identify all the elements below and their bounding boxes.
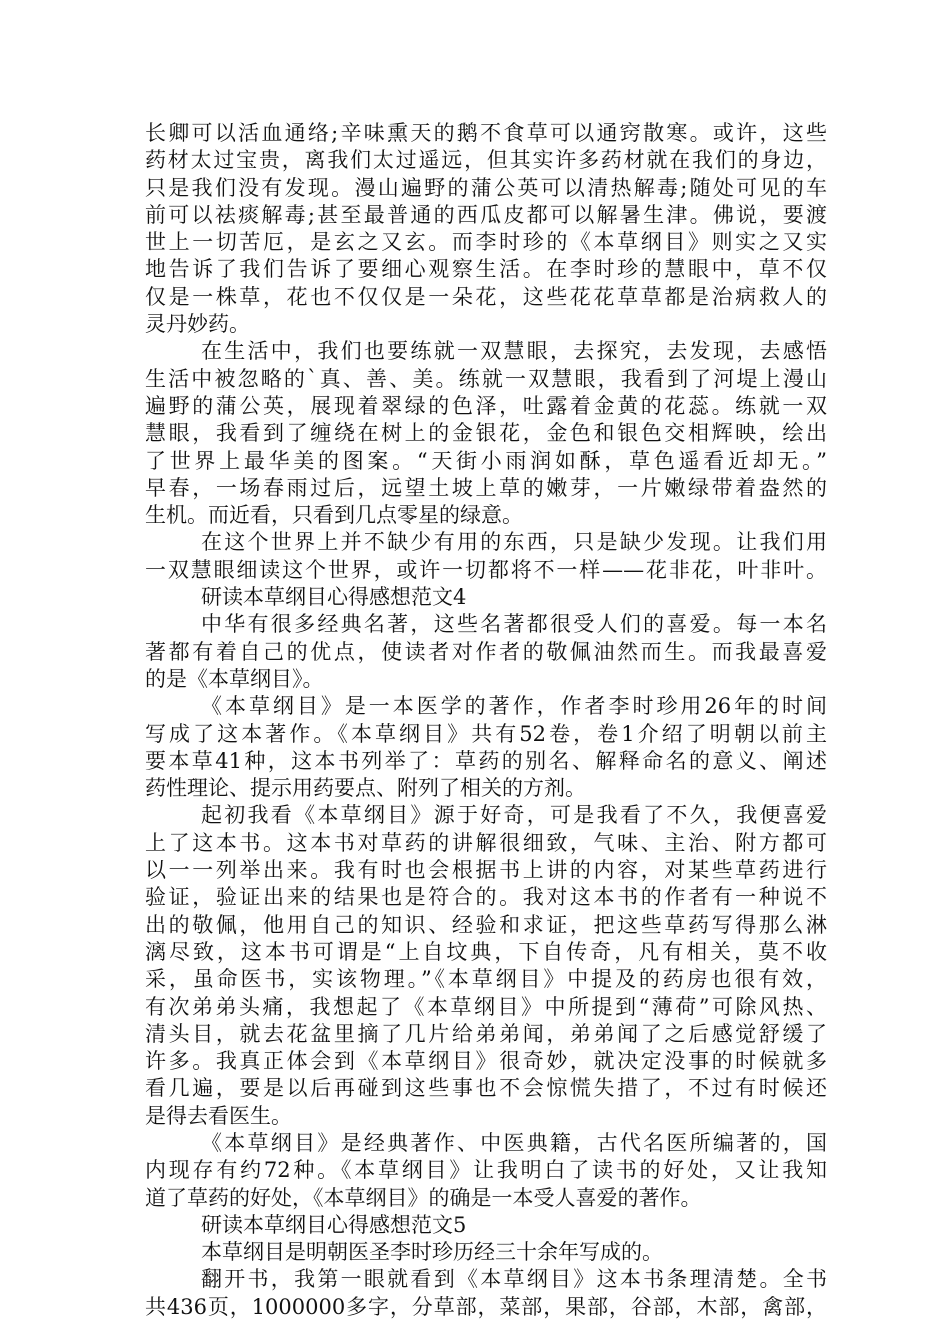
- text-line: 遍野的蒲公英，展现着翠绿的色泽，吐露着金黄的花蕊。练就一双: [145, 393, 827, 418]
- text-line: 上了这本书。这本书对草药的讲解很细致，气味、主治、附方都可: [145, 830, 827, 855]
- text-line: 以一一列举出来。我有时也会根据书上讲的内容，对某些草药进行: [145, 858, 827, 883]
- text-line: 内现存有约72种。《本草纲目》让我明白了读书的好处，又让我知: [145, 1158, 827, 1183]
- text-line: 世上一切苦厄，是玄之又玄。而李时珍的《本草纲目》则实之又实: [145, 230, 827, 255]
- text-line: 在这个世界上并不缺少有用的东西，只是缺少发现。让我们用: [201, 530, 827, 555]
- text-line: 灵丹妙药。: [145, 312, 250, 337]
- text-line: 早春，一场春雨过后，远望土坡上草的嫩芽，一片嫩绿带着盎然的: [145, 475, 827, 500]
- text-line: 要本草41种，这本书列举了：草药的别名、解释命名的意义、阐述: [145, 748, 827, 773]
- text-line: 研读本草纲目心得感想范文5: [201, 1212, 467, 1237]
- text-line: 《本草纲目》是经典著作、中医典籍，古代名医所编著的，国: [201, 1130, 827, 1155]
- document-body: [145, 120, 827, 1321]
- text-line: 清头目，就去花盆里摘了几片给弟弟闻，弟弟闻了之后感觉舒缓了: [145, 1021, 827, 1046]
- text-line: 生机。而近看，只看到几点零星的绿意。: [145, 503, 523, 528]
- text-line: 长卿可以活血通络;辛味熏天的鹅不食草可以通窍散寒。或许，这些: [145, 121, 827, 145]
- text-line: 药性理论、提示用药要点、附列了相关的方剂。: [145, 776, 586, 801]
- text-line: 著都有着自己的优点，使读者对作者的敬佩油然而生。而我最喜爱: [145, 639, 827, 664]
- text-line: 看几遍，要是以后再碰到这些事也不会惊慌失措了，不过有时候还: [145, 1076, 827, 1101]
- text-line: 采，虽命医书，实该物理。”《本草纲目》中提及的药房也很有效，: [145, 967, 827, 992]
- text-line: 漓尽致，这本书可谓是“上自坟典，下自传奇，凡有相关，莫不收: [145, 939, 827, 964]
- text-line: 许多。我真正体会到《本草纲目》很奇妙，就决定没事的时候就多: [145, 1049, 827, 1074]
- text-line: 地告诉了我们告诉了要细心观察生活。在李时珍的慧眼中，草不仅: [145, 257, 827, 282]
- text-line: 写成了这本著作。《本草纲目》共有52卷，卷1介绍了明朝以前主: [145, 721, 827, 746]
- text-line: 验证，验证出来的结果也是符合的。我对这本书的作者有一种说不: [145, 885, 827, 910]
- text-line: 共436页，1000000多字，分草部，菜部，果部，谷部，木部，禽部，: [145, 1294, 827, 1319]
- text-line: 《本草纲目》是一本医学的著作，作者李时珍用26年的时间: [201, 694, 827, 719]
- text-line: 了世界上最华美的图案。“天街小雨润如酥，草色遥看近却无。”: [145, 448, 827, 473]
- text-line: 出的敬佩，他用自己的知识、经验和求证，把这些草药写得那么淋: [145, 912, 827, 937]
- text-line: 一双慧眼细读这个世界，或许一切都将不一样——花非花，叶非叶。: [145, 557, 827, 582]
- text-line: 仅是一株草，花也不仅仅是一朵花，这些花花草草都是治病救人的: [145, 284, 827, 309]
- text-line: 的是《本草纲目》。: [145, 666, 324, 691]
- text-line: 只是我们没有发现。漫山遍野的蒲公英可以清热解毒;随处可见的车: [145, 175, 827, 200]
- text-line: 起初我看《本草纲目》源于好奇，可是我看了不久，我便喜爱: [201, 803, 827, 828]
- text-line: 有次弟弟头痛，我想起了《本草纲目》中所提到“薄荷”可除风热、: [145, 994, 827, 1019]
- text-line: 慧眼，我看到了缠绕在树上的金银花，金色和银色交相辉映，绘出: [145, 421, 827, 446]
- text-line: 在生活中，我们也要练就一双慧眼，去探究，去发现，去感悟: [201, 339, 827, 364]
- text-line: 道了草药的好处，《本草纲目》的确是一本受人喜爱的著作。: [145, 1185, 702, 1210]
- text-line: 翻开书，我第一眼就看到《本草纲目》这本书条理清楚。全书: [201, 1267, 827, 1292]
- text-line: 药材太过宝贵，离我们太过遥远，但其实许多药材就在我们的身边，: [145, 148, 827, 173]
- text-line: 前可以祛痰解毒;甚至最普通的西瓜皮都可以解暑生津。佛说，要渡: [145, 202, 827, 227]
- text-line: 是得去看医生。: [145, 1103, 292, 1128]
- text-line: 生活中被忽略的`真、善、美。练就一双慧眼，我看到了河堤上漫山: [145, 366, 827, 391]
- text-line: 研读本草纲目心得感想范文4: [201, 585, 467, 610]
- text-line: 中华有很多经典名著，这些名著都很受人们的喜爱。每一本名: [201, 612, 827, 637]
- text-line: 本草纲目是明朝医圣李时珍历经三十余年写成的。: [201, 1240, 663, 1265]
